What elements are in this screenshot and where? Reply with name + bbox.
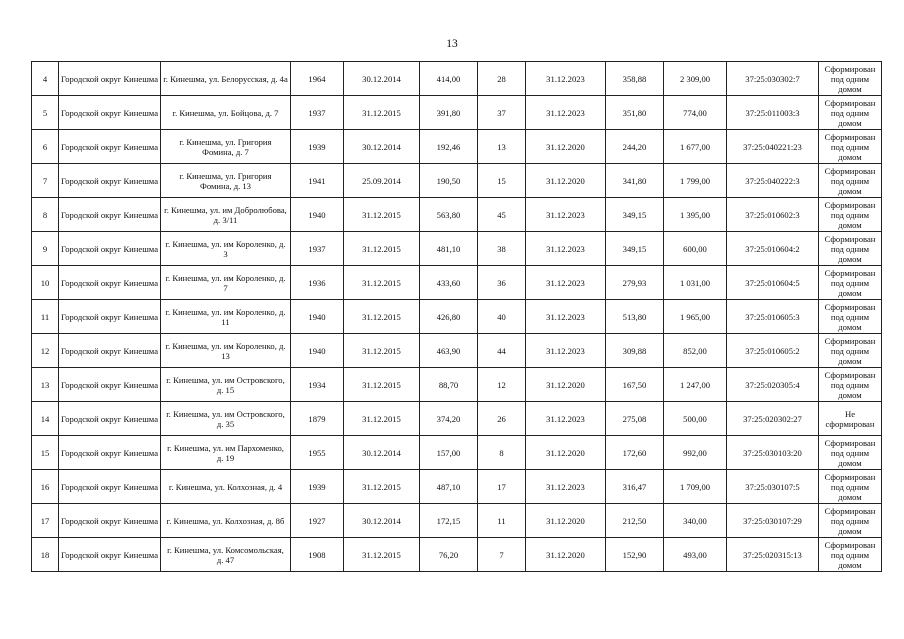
value-cell: 349,15 [606,198,664,232]
count-cell: 45 [478,198,526,232]
date-cell: 30.12.2014 [344,130,420,164]
table-row [32,198,882,232]
deadline-cell: 31.12.2020 [526,368,606,402]
row-number: 13 [32,368,59,402]
year-built-cell: 1934 [291,368,344,402]
address-cell: г. Кинешма, ул. им Короленко, д. 3 [161,232,291,266]
land-status-cell: Не сформирован [819,402,882,436]
date-cell: 31.12.2015 [344,300,420,334]
cadastral-number-cell: 37:25:030302:7 [727,62,819,96]
land-status-cell: Сформирован под одним домом [819,538,882,572]
land-area-cell: 852,00 [664,334,727,368]
row-number: 4 [32,62,59,96]
deadline-cell: 31.12.2023 [526,334,606,368]
table-row [32,164,882,198]
owner-cell: Городской округ Кинешма [59,62,161,96]
owner-cell: Городской округ Кинешма [59,232,161,266]
owner-cell: Городской округ Кинешма [59,538,161,572]
year-built-cell: 1939 [291,470,344,504]
table-row [32,368,882,402]
cadastral-number-cell: 37:25:020305:4 [727,368,819,402]
value-cell: 152,90 [606,538,664,572]
address-cell: г. Кинешма, ул. Белорусская, д. 4а [161,62,291,96]
year-built-cell: 1940 [291,334,344,368]
area-cell: 374,20 [420,402,478,436]
area-cell: 88,70 [420,368,478,402]
owner-cell: Городской округ Кинешма [59,504,161,538]
value-cell: 349,15 [606,232,664,266]
land-area-cell: 1 395,00 [664,198,727,232]
land-area-cell: 1 709,00 [664,470,727,504]
cadastral-number-cell: 37:25:010604:2 [727,232,819,266]
area-cell: 433,60 [420,266,478,300]
date-cell: 30.12.2014 [344,436,420,470]
cadastral-number-cell: 37:25:030107:5 [727,470,819,504]
value-cell: 341,80 [606,164,664,198]
date-cell: 30.12.2014 [344,504,420,538]
cadastral-number-cell: 37:25:011003:3 [727,96,819,130]
table-row [32,334,882,368]
cadastral-number-cell: 37:25:020302:27 [727,402,819,436]
table-row [32,470,882,504]
address-cell: г. Кинешма, ул. Бойцова, д. 7 [161,96,291,130]
land-status-cell: Сформирован под одним домом [819,164,882,198]
row-number: 10 [32,266,59,300]
land-status-cell: Сформирован под одним домом [819,504,882,538]
land-area-cell: 600,00 [664,232,727,266]
land-area-cell: 1 677,00 [664,130,727,164]
land-status-cell: Сформирован под одним домом [819,368,882,402]
area-cell: 190,50 [420,164,478,198]
date-cell: 31.12.2015 [344,232,420,266]
owner-cell: Городской округ Кинешма [59,334,161,368]
year-built-cell: 1941 [291,164,344,198]
table-row [32,96,882,130]
row-number: 5 [32,96,59,130]
address-cell: г. Кинешма, ул. им Добролюбова, д. 3/11 [161,198,291,232]
year-built-cell: 1937 [291,96,344,130]
cadastral-number-cell: 37:25:010602:3 [727,198,819,232]
cadastral-number-cell: 37:25:010604:5 [727,266,819,300]
count-cell: 36 [478,266,526,300]
table-row [32,402,882,436]
row-number: 9 [32,232,59,266]
owner-cell: Городской округ Кинешма [59,470,161,504]
deadline-cell: 31.12.2023 [526,300,606,334]
count-cell: 17 [478,470,526,504]
date-cell: 31.12.2015 [344,334,420,368]
year-built-cell: 1908 [291,538,344,572]
owner-cell: Городской округ Кинешма [59,164,161,198]
count-cell: 26 [478,402,526,436]
count-cell: 44 [478,334,526,368]
area-cell: 76,20 [420,538,478,572]
owner-cell: Городской округ Кинешма [59,96,161,130]
date-cell: 31.12.2015 [344,198,420,232]
date-cell: 31.12.2015 [344,368,420,402]
land-area-cell: 774,00 [664,96,727,130]
area-cell: 172,15 [420,504,478,538]
cadastral-number-cell: 37:25:030107:29 [727,504,819,538]
row-number: 17 [32,504,59,538]
year-built-cell: 1937 [291,232,344,266]
row-number: 16 [32,470,59,504]
land-area-cell: 1 799,00 [664,164,727,198]
cadastral-number-cell: 37:25:020315:13 [727,538,819,572]
land-status-cell: Сформирован под одним домом [819,300,882,334]
year-built-cell: 1939 [291,130,344,164]
year-built-cell: 1940 [291,198,344,232]
table-row [32,504,882,538]
row-number: 11 [32,300,59,334]
address-cell: г. Кинешма, ул. им Короленко, д. 7 [161,266,291,300]
cadastral-number-cell: 37:25:040222:3 [727,164,819,198]
land-status-cell: Сформирован под одним домом [819,470,882,504]
row-number: 8 [32,198,59,232]
area-cell: 414,00 [420,62,478,96]
land-area-cell: 1 247,00 [664,368,727,402]
area-cell: 192,46 [420,130,478,164]
value-cell: 275,08 [606,402,664,436]
land-status-cell: Сформирован под одним домом [819,96,882,130]
area-cell: 157,00 [420,436,478,470]
count-cell: 37 [478,96,526,130]
date-cell: 31.12.2015 [344,266,420,300]
deadline-cell: 31.12.2023 [526,96,606,130]
page-number: 13 [446,38,458,50]
value-cell: 309,88 [606,334,664,368]
count-cell: 40 [478,300,526,334]
count-cell: 12 [478,368,526,402]
year-built-cell: 1940 [291,300,344,334]
land-area-cell: 1 965,00 [664,300,727,334]
year-built-cell: 1879 [291,402,344,436]
value-cell: 358,88 [606,62,664,96]
deadline-cell: 31.12.2023 [526,232,606,266]
address-cell: г. Кинешма, ул. Григория Фомина, д. 13 [161,164,291,198]
value-cell: 167,50 [606,368,664,402]
date-cell: 31.12.2015 [344,538,420,572]
area-cell: 426,80 [420,300,478,334]
date-cell: 25.09.2014 [344,164,420,198]
land-status-cell: Сформирован под одним домом [819,232,882,266]
value-cell: 351,80 [606,96,664,130]
row-number: 15 [32,436,59,470]
deadline-cell: 31.12.2020 [526,164,606,198]
owner-cell: Городской округ Кинешма [59,300,161,334]
land-status-cell: Сформирован под одним домом [819,130,882,164]
date-cell: 31.12.2015 [344,96,420,130]
count-cell: 7 [478,538,526,572]
year-built-cell: 1964 [291,62,344,96]
address-cell: г. Кинешма, ул. Комсомольская, д. 47 [161,538,291,572]
deadline-cell: 31.12.2020 [526,538,606,572]
area-cell: 487,10 [420,470,478,504]
land-area-cell: 992,00 [664,436,727,470]
value-cell: 212,50 [606,504,664,538]
deadline-cell: 31.12.2023 [526,402,606,436]
owner-cell: Городской округ Кинешма [59,402,161,436]
land-area-cell: 1 031,00 [664,266,727,300]
count-cell: 38 [478,232,526,266]
count-cell: 15 [478,164,526,198]
deadline-cell: 31.12.2023 [526,470,606,504]
date-cell: 30.12.2014 [344,62,420,96]
land-status-cell: Сформирован под одним домом [819,266,882,300]
address-cell: г. Кинешма, ул. Колхозная, д. 4 [161,470,291,504]
deadline-cell: 31.12.2020 [526,130,606,164]
count-cell: 28 [478,62,526,96]
land-status-cell: Сформирован под одним домом [819,436,882,470]
deadline-cell: 31.12.2020 [526,436,606,470]
year-built-cell: 1955 [291,436,344,470]
address-cell: г. Кинешма, ул. Колхозная, д. 8б [161,504,291,538]
table-row [32,232,882,266]
land-status-cell: Сформирован под одним домом [819,62,882,96]
owner-cell: Городской округ Кинешма [59,130,161,164]
area-cell: 563,80 [420,198,478,232]
table-row [32,436,882,470]
address-cell: г. Кинешма, ул. Григория Фомина, д. 7 [161,130,291,164]
date-cell: 31.12.2015 [344,402,420,436]
value-cell: 244,20 [606,130,664,164]
address-cell: г. Кинешма, ул. им Островского, д. 15 [161,368,291,402]
row-number: 7 [32,164,59,198]
value-cell: 316,47 [606,470,664,504]
value-cell: 513,80 [606,300,664,334]
row-number: 18 [32,538,59,572]
year-built-cell: 1927 [291,504,344,538]
row-number: 6 [32,130,59,164]
cadastral-number-cell: 37:25:010605:2 [727,334,819,368]
owner-cell: Городской округ Кинешма [59,266,161,300]
owner-cell: Городской округ Кинешма [59,436,161,470]
table-row [32,130,882,164]
address-cell: г. Кинешма, ул. им Короленко, д. 11 [161,300,291,334]
area-cell: 391,80 [420,96,478,130]
count-cell: 8 [478,436,526,470]
table-row [32,300,882,334]
area-cell: 481,10 [420,232,478,266]
deadline-cell: 31.12.2023 [526,62,606,96]
year-built-cell: 1936 [291,266,344,300]
area-cell: 463,90 [420,334,478,368]
cadastral-number-cell: 37:25:010605:3 [727,300,819,334]
housing-registry-table [31,61,882,572]
count-cell: 13 [478,130,526,164]
value-cell: 172,60 [606,436,664,470]
deadline-cell: 31.12.2023 [526,198,606,232]
date-cell: 31.12.2015 [344,470,420,504]
cadastral-number-cell: 37:25:040221:23 [727,130,819,164]
owner-cell: Городской округ Кинешма [59,368,161,402]
value-cell: 279,93 [606,266,664,300]
address-cell: г. Кинешма, ул. им Короленко, д. 13 [161,334,291,368]
table-row [32,538,882,572]
address-cell: г. Кинешма, ул. им Пархоменко, д. 19 [161,436,291,470]
owner-cell: Городской округ Кинешма [59,198,161,232]
land-area-cell: 500,00 [664,402,727,436]
land-status-cell: Сформирован под одним домом [819,334,882,368]
land-area-cell: 493,00 [664,538,727,572]
address-cell: г. Кинешма, ул. им Островского, д. 35 [161,402,291,436]
cadastral-number-cell: 37:25:030103:20 [727,436,819,470]
table-row [32,62,882,96]
deadline-cell: 31.12.2020 [526,504,606,538]
count-cell: 11 [478,504,526,538]
table-row [32,266,882,300]
deadline-cell: 31.12.2023 [526,266,606,300]
land-status-cell: Сформирован под одним домом [819,198,882,232]
table-body [32,62,882,572]
land-area-cell: 2 309,00 [664,62,727,96]
row-number: 14 [32,402,59,436]
row-number: 12 [32,334,59,368]
land-area-cell: 340,00 [664,504,727,538]
